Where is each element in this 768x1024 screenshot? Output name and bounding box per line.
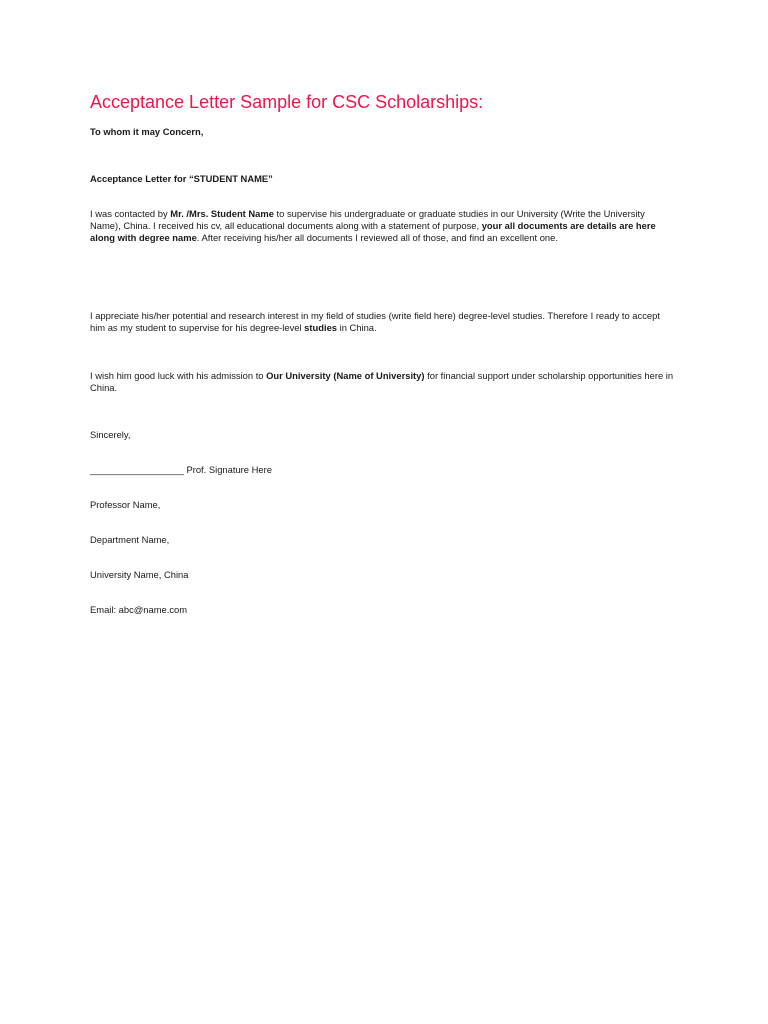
document-title: Acceptance Letter Sample for CSC Scholarships: <box>90 92 484 112</box>
professor-name: Professor Name, <box>90 499 161 510</box>
closing: Sincerely, <box>90 429 131 440</box>
paragraph-good-luck <box>90 370 675 394</box>
salutation: To whom it may Concern, <box>90 126 204 137</box>
paragraph-contact-text-1: I was contacted by <box>90 208 171 219</box>
paragraph-good-luck-text-1: I wish him good luck with his admission to <box>90 370 267 381</box>
paragraph-appreciation-text-2: in China. <box>337 322 377 333</box>
paragraph-appreciation-text-1: I appreciate his/her potential and research interest in my field of studies (write field here) degree-level studies. Therefore I ready to accept him as my student to supervise for his degree-level <box>90 310 660 333</box>
paragraph-contact <box>90 208 675 244</box>
paragraph-good-luck-text-2: for financial support under scholarship opportunities here in China. <box>90 370 674 393</box>
paragraph-appreciation <box>90 310 675 334</box>
studies-emphasis: studies <box>304 322 337 333</box>
letter-subject: Acceptance Letter for “STUDENT NAME” <box>90 173 273 184</box>
paragraph-contact-text-2: to supervise his undergraduate or graduate studies in our University (Write the University Name), China. I received his cv, all educational documents along with a statement of purpose, <box>90 208 645 231</box>
email: Email: abc@name.com <box>90 604 188 615</box>
university-name-placeholder: Our University (Name of University) <box>266 370 425 381</box>
university-name: University Name, China <box>90 569 189 580</box>
signature-line: __________________ Prof. Signature Here <box>90 464 272 475</box>
department-name: Department Name, <box>90 534 170 545</box>
student-name-placeholder: Mr. /Mrs. Student Name <box>170 208 274 219</box>
documents-detail-placeholder: your all documents are details are here along with degree name <box>90 220 656 243</box>
paragraph-contact-text-3: . After receiving his/her all documents I reviewed all of those, and find an excellent one. <box>196 232 558 243</box>
